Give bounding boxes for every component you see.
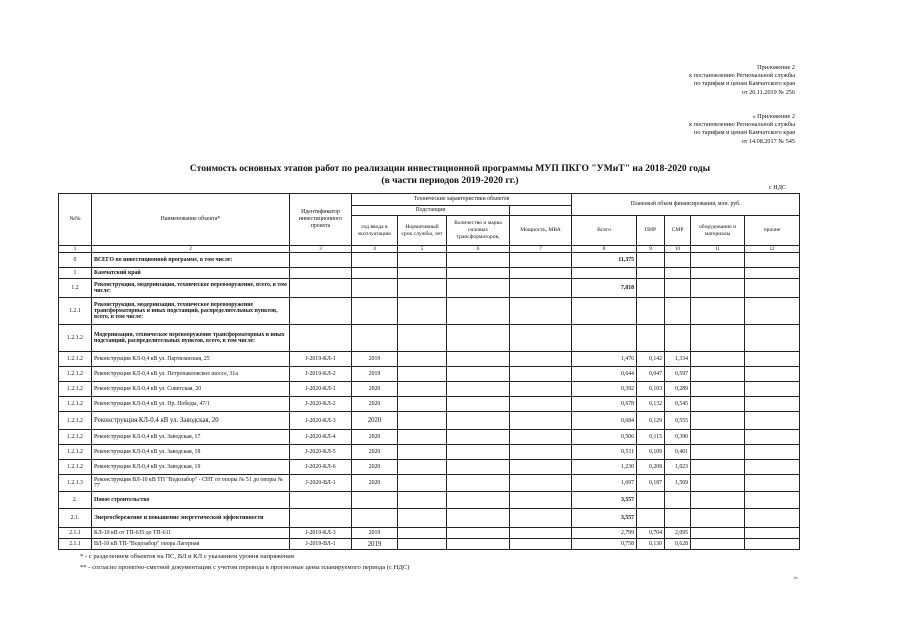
row-id: J-2019-КЛ-3	[290, 528, 352, 539]
row-transformers	[447, 253, 510, 268]
row-year	[352, 279, 398, 298]
row-pir	[637, 492, 665, 509]
table-row	[59, 528, 800, 539]
row-year: 2020	[352, 382, 398, 397]
row-pir	[637, 268, 665, 279]
row-pir: 0,109	[637, 445, 665, 460]
row-transformers	[447, 325, 510, 352]
row-year	[352, 268, 398, 279]
row-equipment	[691, 298, 745, 325]
row-total: 1,476	[572, 352, 637, 367]
column-number: 4	[352, 246, 398, 253]
table-row	[59, 397, 800, 412]
row-pir: 0,704	[637, 528, 665, 539]
row-id: J-2020-ВЛ-1	[290, 475, 352, 492]
column-numbers-row	[59, 246, 800, 253]
row-equipment	[691, 430, 745, 445]
row-other	[745, 528, 800, 539]
row-equipment	[691, 367, 745, 382]
row-num: 1.2.1.2	[59, 382, 92, 397]
row-equipment	[691, 445, 745, 460]
row-transformers	[447, 397, 510, 412]
header-financing: Плановый объем финансирования, млн. руб.	[572, 194, 800, 216]
row-total: 0,684	[572, 412, 637, 430]
table-row	[59, 253, 800, 268]
title-line1: Стоимость основных этапов работ по реализации инвестиционной программы МУП ПКГО "УМиТ" на 2018-2020 годы	[189, 163, 711, 174]
row-year: 2020	[352, 475, 398, 492]
row-power	[510, 430, 572, 445]
row-service	[398, 492, 447, 509]
header-year: год ввода в эксплуатацию	[352, 216, 398, 246]
row-other	[745, 475, 800, 492]
row-power	[510, 475, 572, 492]
row-other	[745, 253, 800, 268]
row-num: 1.2.1.2	[59, 430, 92, 445]
column-number: 10	[665, 246, 691, 253]
row-transformers	[447, 268, 510, 279]
row-total: 0,392	[572, 382, 637, 397]
row-equipment	[691, 412, 745, 430]
row-year	[352, 253, 398, 268]
row-total: 2,799	[572, 528, 637, 539]
row-equipment	[691, 492, 745, 509]
row-pir: 0,142	[637, 352, 665, 367]
row-service	[398, 298, 447, 325]
row-other	[745, 279, 800, 298]
row-name: Реконструкция ВЛ-10 кВ ТП "Водозабор" - СНТ от опоры № 51 до опоры № 77	[92, 475, 290, 492]
row-service	[398, 509, 447, 528]
row-other	[745, 509, 800, 528]
row-smr	[665, 492, 691, 509]
row-transformers	[447, 528, 510, 539]
row-year: 2019	[352, 352, 398, 367]
row-name: КЛ-10 кВ от ТП-635 до ТП-611	[92, 528, 290, 539]
row-name: Реконструкция КЛ-0,4 кВ ул. Заводская, 17	[92, 430, 290, 445]
table-row	[59, 509, 800, 528]
column-number: 9	[637, 246, 665, 253]
row-pir	[637, 298, 665, 325]
header-name: Наименование объекта*	[92, 194, 290, 246]
row-total: 1,230	[572, 460, 637, 475]
row-id: J-2019-КЛ-1	[290, 352, 352, 367]
table-row	[59, 298, 800, 325]
row-id: J-2020-КЛ-1	[290, 382, 352, 397]
header-other: прочие	[745, 216, 800, 246]
header-power: Мощность, МВА	[510, 216, 572, 246]
row-smr	[665, 253, 691, 268]
row-year: 2019	[352, 539, 398, 550]
row-smr: 0,597	[665, 367, 691, 382]
table-body	[59, 253, 800, 550]
row-transformers	[447, 352, 510, 367]
row-smr: 0,545	[665, 397, 691, 412]
row-smr: 0,628	[665, 539, 691, 550]
row-smr: 0,555	[665, 412, 691, 430]
row-year	[352, 298, 398, 325]
table-row	[59, 460, 800, 475]
row-service	[398, 430, 447, 445]
row-power	[510, 445, 572, 460]
row-year: 2020	[352, 430, 398, 445]
row-service	[398, 367, 447, 382]
row-num: 1.2.1.2	[59, 352, 92, 367]
appendix-current-line2: к постановлению Региональной службы	[689, 72, 795, 80]
row-transformers	[447, 509, 510, 528]
header-transformers: Количество и марка силовых трансформаторов,	[447, 216, 510, 246]
row-other	[745, 397, 800, 412]
row-total: 0,758	[572, 539, 637, 550]
row-other	[745, 460, 800, 475]
row-name: Реконструкция КЛ-0,4 кВ ул. Петропавловское шоссе, 31а	[92, 367, 290, 382]
row-id	[290, 509, 352, 528]
row-smr	[665, 325, 691, 352]
row-id	[290, 298, 352, 325]
row-service	[398, 382, 447, 397]
row-service	[398, 397, 447, 412]
row-smr	[665, 279, 691, 298]
row-num: 1.2.1.2	[59, 367, 92, 382]
row-smr: 1,023	[665, 460, 691, 475]
row-pir	[637, 253, 665, 268]
table-row	[59, 492, 800, 509]
row-name: Реконструкция, модернизация, техническое перевооружение трансформаторных и иных подстанций, распределительных пунктов, всего, в том числе:	[92, 298, 290, 325]
row-id: J-2020-КЛ-6	[290, 460, 352, 475]
table-row	[59, 367, 800, 382]
row-num: 1.2.1.2	[59, 460, 92, 475]
row-transformers	[447, 445, 510, 460]
row-total: 0,511	[572, 445, 637, 460]
row-smr: 0,289	[665, 382, 691, 397]
column-number: 8	[572, 246, 637, 253]
closing-mark: ».	[794, 575, 799, 581]
header-substations: Подстанции	[352, 206, 510, 216]
row-other	[745, 298, 800, 325]
row-id	[290, 279, 352, 298]
row-total: 11,375	[572, 253, 637, 268]
row-id: J-2020-КЛ-5	[290, 445, 352, 460]
row-transformers	[447, 430, 510, 445]
row-pir: 0,187	[637, 475, 665, 492]
column-number: 6	[447, 246, 510, 253]
row-other	[745, 367, 800, 382]
row-service	[398, 539, 447, 550]
row-num: 1.2.1	[59, 298, 92, 325]
row-name: ВЛ-10 кВ ТП-"Водозабор" опора Лагерная	[92, 539, 290, 550]
row-service	[398, 412, 447, 430]
row-other	[745, 430, 800, 445]
row-service	[398, 445, 447, 460]
header-smr: СМР	[665, 216, 691, 246]
row-service	[398, 253, 447, 268]
row-name: Новое строительство	[92, 492, 290, 509]
row-other	[745, 445, 800, 460]
row-name: Реконструкция КЛ-0,4 кВ ул. Пр. Победы, 47/1	[92, 397, 290, 412]
row-total: 7,818	[572, 279, 637, 298]
row-total: 1,697	[572, 475, 637, 492]
row-total	[572, 298, 637, 325]
row-other	[745, 325, 800, 352]
row-power	[510, 268, 572, 279]
row-power	[510, 412, 572, 430]
appendix-previous-line2: к постановлению Региональной службы	[689, 121, 795, 129]
row-num: 2.1.	[59, 509, 92, 528]
row-equipment	[691, 509, 745, 528]
row-equipment	[691, 382, 745, 397]
header-empty	[510, 206, 572, 216]
row-equipment	[691, 528, 745, 539]
row-pir: 0,115	[637, 430, 665, 445]
appendix-current-line1: Приложение 2	[757, 64, 795, 71]
appendix-current-line4: от 20.11.2019 № 256	[741, 88, 795, 96]
row-id	[290, 268, 352, 279]
row-service	[398, 352, 447, 367]
row-year: 2020	[352, 460, 398, 475]
header-equipment: оборудование и материалы	[691, 216, 745, 246]
row-total	[572, 325, 637, 352]
row-smr	[665, 298, 691, 325]
row-other	[745, 539, 800, 550]
row-num: 1.2.1.2	[59, 445, 92, 460]
row-id	[290, 253, 352, 268]
appendix-previous-line4: от 14.08.2017 № 545	[741, 137, 795, 145]
column-number: 5	[398, 246, 447, 253]
row-transformers	[447, 298, 510, 325]
row-other	[745, 382, 800, 397]
row-equipment	[691, 352, 745, 367]
row-id	[290, 492, 352, 509]
row-pir: 0,130	[637, 539, 665, 550]
document-title	[140, 163, 760, 187]
header-pir: ПИР	[637, 216, 665, 246]
row-other	[745, 492, 800, 509]
row-power	[510, 492, 572, 509]
row-power	[510, 460, 572, 475]
row-power	[510, 298, 572, 325]
row-power	[510, 509, 572, 528]
row-name: Реконструкция КЛ-0,4 кВ ул. Советская, 20	[92, 382, 290, 397]
row-id	[290, 325, 352, 352]
row-num: 2.1.1	[59, 528, 92, 539]
row-power	[510, 352, 572, 367]
table-row	[59, 382, 800, 397]
row-service	[398, 325, 447, 352]
column-number: 7	[510, 246, 572, 253]
row-power	[510, 382, 572, 397]
row-num: 2.	[59, 492, 92, 509]
row-transformers	[447, 367, 510, 382]
table-row	[59, 445, 800, 460]
row-smr	[665, 509, 691, 528]
row-equipment	[691, 253, 745, 268]
row-pir	[637, 509, 665, 528]
row-service	[398, 460, 447, 475]
row-num: 1.2.1.2	[59, 397, 92, 412]
appendix-previous-line1: « Приложение 2	[752, 113, 795, 120]
row-total: 3,557	[572, 509, 637, 528]
row-equipment	[691, 539, 745, 550]
footnote-2: ** - согласно проектно-сметной документации с учетом перевода в прогнозные цены планируемого периода (с НДС)	[80, 564, 410, 571]
header-id: Идентификатор инвестиционного проекта	[290, 194, 352, 246]
row-pir: 0,103	[637, 382, 665, 397]
row-id: J-2020-КЛ-4	[290, 430, 352, 445]
row-id: J-2019-ВЛ-1	[290, 539, 352, 550]
row-total: 0,644	[572, 367, 637, 382]
table-row	[59, 279, 800, 298]
row-transformers	[447, 412, 510, 430]
column-number: 12	[745, 246, 800, 253]
row-power	[510, 325, 572, 352]
row-pir: 0,208	[637, 460, 665, 475]
row-name: Модернизация, техническое перевооружение трансформаторных и иных подстанций, распределительных пунктов, всего, в том числе:	[92, 325, 290, 352]
row-equipment	[691, 268, 745, 279]
row-pir: 0,132	[637, 397, 665, 412]
table-row	[59, 539, 800, 550]
table-row	[59, 475, 800, 492]
row-service	[398, 268, 447, 279]
row-power	[510, 528, 572, 539]
row-total: 0,506	[572, 430, 637, 445]
row-num: 1	[59, 268, 92, 279]
row-num: 2.1.1	[59, 539, 92, 550]
row-smr	[665, 268, 691, 279]
header-tech: Технические характеристики объектов	[352, 194, 572, 206]
row-other	[745, 352, 800, 367]
row-smr: 0,390	[665, 430, 691, 445]
row-power	[510, 367, 572, 382]
row-name: Энергосбережение и повышение энергетической эффективности	[92, 509, 290, 528]
row-year	[352, 325, 398, 352]
vat-note: с НДС	[769, 184, 787, 191]
row-year: 2020	[352, 397, 398, 412]
header-total: Всего	[572, 216, 637, 246]
row-id: J-2019-КЛ-2	[290, 367, 352, 382]
column-number: 2	[92, 246, 290, 253]
appendix-previous-line3: по тарифам и ценам Камчатского края	[694, 129, 795, 137]
row-name: Реконструкция КЛ-0,4 кВ ул. Заводская, 19	[92, 460, 290, 475]
row-total	[572, 268, 637, 279]
row-year: 2019	[352, 367, 398, 382]
row-transformers	[447, 492, 510, 509]
row-transformers	[447, 475, 510, 492]
row-total: 3,557	[572, 492, 637, 509]
row-equipment	[691, 279, 745, 298]
row-year: 2019	[352, 528, 398, 539]
table-row	[59, 352, 800, 367]
row-pir: 0,047	[637, 367, 665, 382]
column-number: 1	[59, 246, 92, 253]
row-name: Реконструкция КЛ-0,4 кВ ул. Заводская, 18	[92, 445, 290, 460]
row-equipment	[691, 460, 745, 475]
row-service	[398, 475, 447, 492]
row-power	[510, 539, 572, 550]
row-power	[510, 279, 572, 298]
row-num: 1.2.1.3	[59, 475, 92, 492]
header-num: №№	[59, 194, 92, 246]
appendix-previous	[689, 113, 795, 146]
row-transformers	[447, 460, 510, 475]
column-number: 3	[290, 246, 352, 253]
table-row	[59, 268, 800, 279]
row-name: Реконструкция КЛ-0,4 кВ ул. Заводская, 20	[92, 412, 290, 430]
appendix-current-line3: по тарифам и ценам Камчатского края	[694, 80, 795, 88]
row-name: Реконструкция КЛ-0,4 кВ ул. Партизанская, 25	[92, 352, 290, 367]
row-pir: 0,129	[637, 412, 665, 430]
row-num: 1.2	[59, 279, 92, 298]
row-pir	[637, 325, 665, 352]
table-row	[59, 430, 800, 445]
row-total: 0,678	[572, 397, 637, 412]
row-id: J-2020-КЛ-2	[290, 397, 352, 412]
row-other	[745, 412, 800, 430]
row-smr: 2,095	[665, 528, 691, 539]
row-equipment	[691, 325, 745, 352]
row-num: 1.2.1.2	[59, 325, 92, 352]
row-year	[352, 509, 398, 528]
row-smr: 1,509	[665, 475, 691, 492]
table-row	[59, 325, 800, 352]
row-other	[745, 268, 800, 279]
title-line2: (в части периодов 2019-2020 гг.)	[381, 175, 519, 186]
row-name: Камчатский край	[92, 268, 290, 279]
row-year: 2020	[352, 445, 398, 460]
appendix-current	[689, 64, 795, 97]
footnote-1: * - с разделением объектов на ПС, ВЛ и КЛ с указанием уровня напряжения	[80, 553, 294, 560]
column-number: 11	[691, 246, 745, 253]
row-year	[352, 492, 398, 509]
row-transformers	[447, 539, 510, 550]
row-power	[510, 397, 572, 412]
row-pir	[637, 279, 665, 298]
row-id: J-2020-КЛ-3	[290, 412, 352, 430]
row-equipment	[691, 397, 745, 412]
row-year: 2020	[352, 412, 398, 430]
row-num: 1.2.1.2	[59, 412, 92, 430]
investment-table	[58, 193, 800, 550]
row-service	[398, 279, 447, 298]
row-transformers	[447, 382, 510, 397]
row-smr: 0,401	[665, 445, 691, 460]
row-name: Реконструкция, модернизация, техническое перевооружение, всего, в том числе:	[92, 279, 290, 298]
row-name: ВСЕГО по инвестиционной программе, в том числе:	[92, 253, 290, 268]
row-transformers	[447, 279, 510, 298]
row-num: 0	[59, 253, 92, 268]
row-power	[510, 253, 572, 268]
header-service: Нормативный срок службы, лет	[398, 216, 447, 246]
row-service	[398, 528, 447, 539]
row-smr: 1,334	[665, 352, 691, 367]
row-equipment	[691, 475, 745, 492]
table-row	[59, 412, 800, 430]
